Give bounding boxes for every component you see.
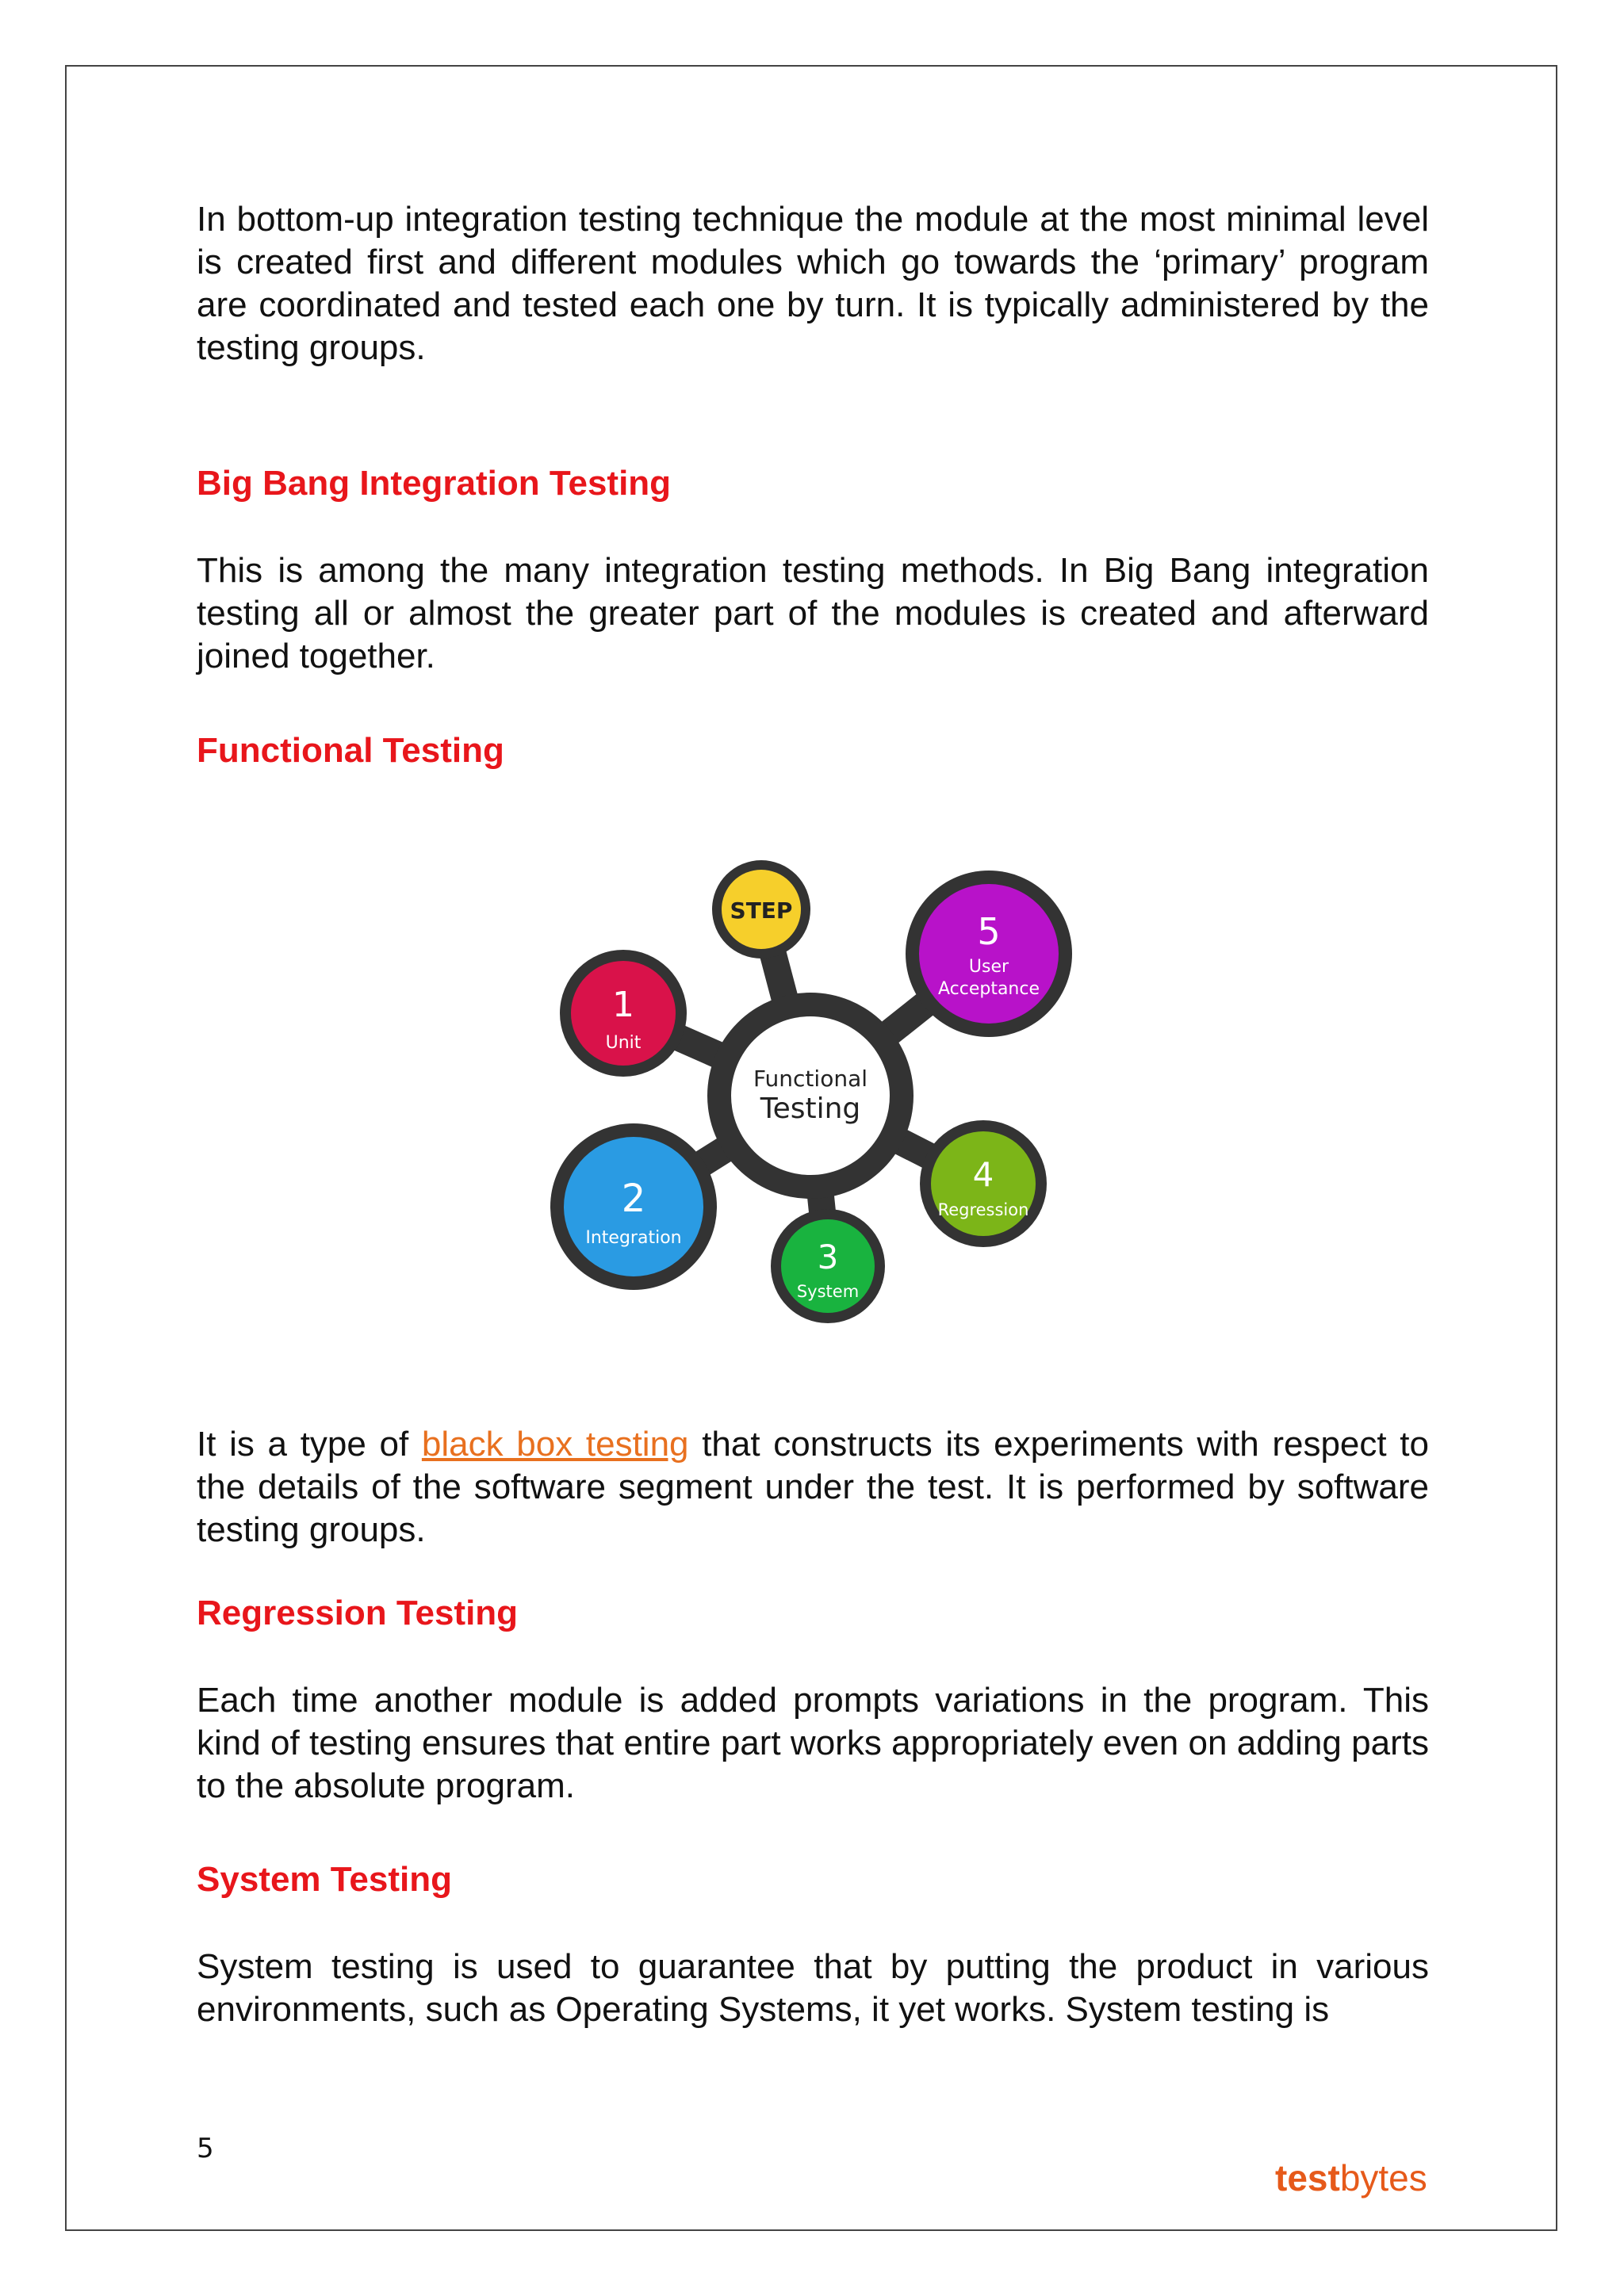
paragraph-functional-before: It is a type of [197, 1425, 422, 1464]
regression-label: Regression [937, 1200, 1029, 1219]
acceptance-number: 5 [977, 910, 1001, 953]
paragraph-functional-after: that constructs its experiments with respect to the details of the software segment under the test. It is performed by software testing groups. [197, 1425, 1429, 1549]
hub-label-line1: Functional [753, 1066, 868, 1092]
black-box-testing-link[interactable]: black box testing [421, 1425, 689, 1464]
paragraph-regression: Each time another module is added prompts variations in the program. This kind of testing ensures that entire part works appropriately even on adding parts to the absolute program. [197, 1681, 1429, 1805]
heading-big-bang: Big Bang Integration Testing [197, 464, 672, 503]
integration-number: 2 [621, 1177, 646, 1221]
paragraph-intro: In bottom-up integration testing technique the module at the most minimal level is created first and different modules which go towards the ‘primary’ program are coordinated and tested each one by turn. It is typically administered by the testing groups. [197, 200, 1429, 367]
paragraph-big-bang: This is among the many integration testing methods. In Big Bang integration testing all or almost the greater part of the modules is created and afterward joined together. [197, 551, 1429, 675]
functional-testing-diagram-svg [539, 840, 1094, 1364]
heading-system: System Testing [197, 1860, 452, 1899]
unit-number: 1 [612, 985, 634, 1025]
acceptance-label-line1: User [968, 957, 1009, 977]
acceptance-label-line2: Acceptance [937, 979, 1040, 999]
system-number: 3 [817, 1238, 839, 1276]
paragraph-system: System testing is used to guarantee that by putting the product in various environments, such as Operating Systems, it yet works. System testing is [197, 1947, 1429, 2029]
page-number: 5 [197, 2133, 214, 2164]
integration-label: Integration [585, 1228, 682, 1248]
heading-functional: Functional Testing [197, 731, 504, 770]
acceptance-node [919, 884, 1059, 1024]
unit-label: Unit [605, 1033, 642, 1053]
logo-regular-part: bytes [1339, 2157, 1427, 2198]
logo-bold-part: test [1275, 2157, 1340, 2198]
step-label: STEP [730, 897, 793, 924]
testbytes-logo [1275, 2156, 1427, 2199]
paragraph-functional [197, 1423, 1429, 1552]
functional-testing-diagram [539, 840, 1094, 1364]
system-label: System [796, 1282, 860, 1301]
regression-number: 4 [972, 1155, 994, 1194]
heading-regression: Regression Testing [197, 1594, 519, 1632]
hub-label-line2: Testing [760, 1093, 861, 1125]
